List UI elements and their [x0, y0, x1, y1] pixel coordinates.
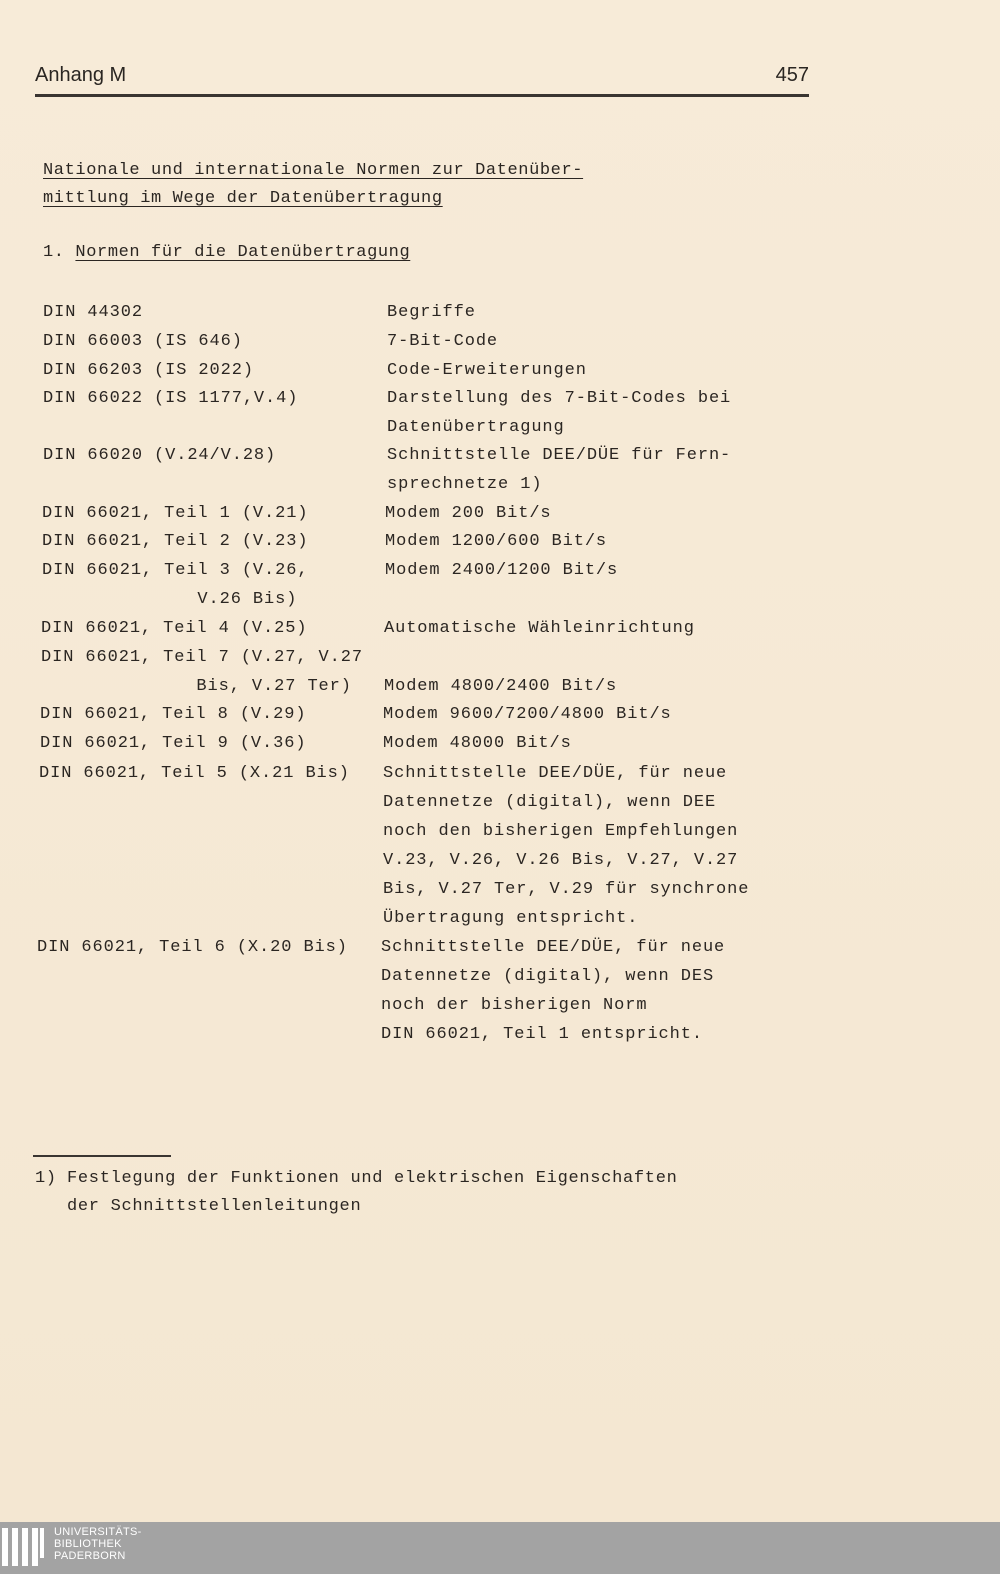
norm-description-line: Datennetze (digital), wenn DES: [381, 967, 715, 986]
norm-designation-line: DIN 66021, Teil 3 (V.26,: [42, 561, 309, 580]
norm-description-line: noch der bisherigen Norm: [381, 996, 648, 1015]
norm-description: [384, 643, 617, 701]
norm-description-line: Modem 1200/600 Bit/s: [385, 532, 608, 551]
norm-description-line: Schnittstelle DEE/DÜE, für neue: [381, 938, 726, 957]
norm-designation-line: DIN 66021, Teil 8 (V.29): [40, 705, 307, 724]
norm-designation-line: DIN 66003 (IS 646): [43, 332, 243, 351]
norm-designation: [41, 643, 363, 701]
norm-description: [385, 499, 552, 528]
footnote-mark: 1): [35, 1169, 57, 1188]
norm-designation: [42, 556, 308, 614]
section-heading: [43, 243, 410, 262]
norm-designation: [43, 298, 143, 327]
norm-designation: [43, 384, 298, 413]
norm-designation: [43, 441, 276, 470]
page-title: [43, 157, 663, 213]
norm-description-line: DIN 66021, Teil 1 entspricht.: [381, 1025, 703, 1044]
norm-designation: [37, 933, 348, 962]
norm-designation: [43, 327, 243, 356]
footnote: [35, 1165, 678, 1221]
norm-designation-line: DIN 66021, Teil 1 (V.21): [42, 504, 309, 523]
section-title: Normen für die Datenübertragung: [75, 243, 411, 262]
running-header: [35, 60, 809, 97]
norm-description-line: Modem 200 Bit/s: [385, 504, 552, 523]
norm-designation-line: DIN 66021, Teil 2 (V.23): [42, 532, 309, 551]
norm-designation: [42, 499, 308, 528]
norm-description-line: Schnittstelle DEE/DÜE, für neue: [383, 764, 728, 783]
norm-designation: [42, 527, 308, 556]
norm-description-line: Modem 9600/7200/4800 Bit/s: [383, 705, 672, 724]
norm-description-line: noch den bisherigen Empfehlungen: [383, 822, 739, 841]
norm-description-line: Schnittstelle DEE/DÜE für Fern-: [387, 446, 732, 465]
chapter-label: Anhang M: [35, 64, 127, 86]
norm-description-line: V.23, V.26, V.26 Bis, V.27, V.27: [383, 851, 739, 870]
norm-designation-line: DIN 66022 (IS 1177,V.4): [43, 389, 299, 408]
norm-designation: [40, 700, 306, 729]
title-line-2: mittlung im Wege der Datenübertragung: [43, 189, 443, 208]
norm-description-line: Bis, V.27 Ter, V.29 für synchrone: [383, 880, 750, 899]
norm-description-line: Modem 2400/1200 Bit/s: [385, 561, 619, 580]
norm-description-line: sprechnetze 1): [387, 475, 543, 494]
norm-description-line: Begriffe: [387, 303, 476, 322]
norm-description: [381, 933, 725, 1049]
footnote-line-2: der Schnittstellenleitungen: [67, 1197, 362, 1216]
footnote-divider: [33, 1155, 171, 1157]
norm-description: [385, 527, 607, 556]
norm-description: [387, 298, 476, 327]
norm-description: [387, 356, 587, 385]
norm-designation-line: Bis, V.27 Ter): [41, 677, 352, 696]
library-name-line-2: BIBLIOTHEK: [54, 1538, 122, 1550]
norm-description-line: Datennetze (digital), wenn DEE: [383, 793, 717, 812]
norm-designation-line: DIN 66203 (IS 2022): [43, 361, 254, 380]
norm-designation-line: DIN 66021, Teil 6 (X.20 Bis): [37, 938, 348, 957]
norm-designation-line: DIN 66020 (V.24/V.28): [43, 446, 277, 465]
title-line-1: Nationale und internationale Normen zur Datenüber-: [43, 161, 584, 180]
norm-description: [387, 384, 731, 442]
norm-designation: [41, 614, 307, 643]
norm-description: [383, 729, 572, 758]
norm-designation: [39, 759, 350, 788]
norm-description: [383, 759, 749, 933]
footnote-line-1: Festlegung der Funktionen und elektrischen Eigenschaften: [67, 1169, 678, 1188]
norm-description-line: Übertragung entspricht.: [383, 909, 639, 928]
library-logo-icon: [2, 1528, 46, 1572]
norm-description: [387, 441, 731, 499]
norm-description-line: [384, 643, 617, 672]
norm-designation-line: DIN 66021, Teil 9 (V.36): [40, 734, 307, 753]
norm-description: [387, 327, 498, 356]
norm-designation-line: DIN 44302: [43, 303, 143, 322]
norm-description: [385, 556, 618, 585]
norm-designation: [40, 729, 306, 758]
norm-designation-line: DIN 66021, Teil 5 (X.21 Bis): [39, 764, 350, 783]
library-name-line-1: UNIVERSITÄTS-: [54, 1526, 142, 1538]
norm-description: [384, 614, 695, 643]
norm-designation-line: V.26 Bis): [42, 590, 298, 609]
library-footer-bar: [0, 1522, 1000, 1574]
norm-designation-line: DIN 66021, Teil 4 (V.25): [41, 619, 308, 638]
norm-designation: [43, 356, 254, 385]
library-logo-text: [54, 1526, 142, 1562]
norm-description-line: Datenübertragung: [387, 418, 565, 437]
norm-description-line: Darstellung des 7-Bit-Codes bei: [387, 389, 732, 408]
norm-description-line: Automatische Wähleinrichtung: [384, 619, 695, 638]
section-number: 1.: [43, 243, 65, 262]
norm-description-line: Modem 4800/2400 Bit/s: [384, 677, 618, 696]
norm-description-line: Modem 48000 Bit/s: [383, 734, 572, 753]
norm-description: [383, 700, 672, 729]
norm-designation-line: DIN 66021, Teil 7 (V.27, V.27: [41, 648, 363, 667]
norm-description-line: Code-Erweiterungen: [387, 361, 587, 380]
library-name-line-3: PADERBORN: [54, 1550, 126, 1562]
norm-description-line: 7-Bit-Code: [387, 332, 499, 351]
page-number: 457: [775, 64, 809, 86]
